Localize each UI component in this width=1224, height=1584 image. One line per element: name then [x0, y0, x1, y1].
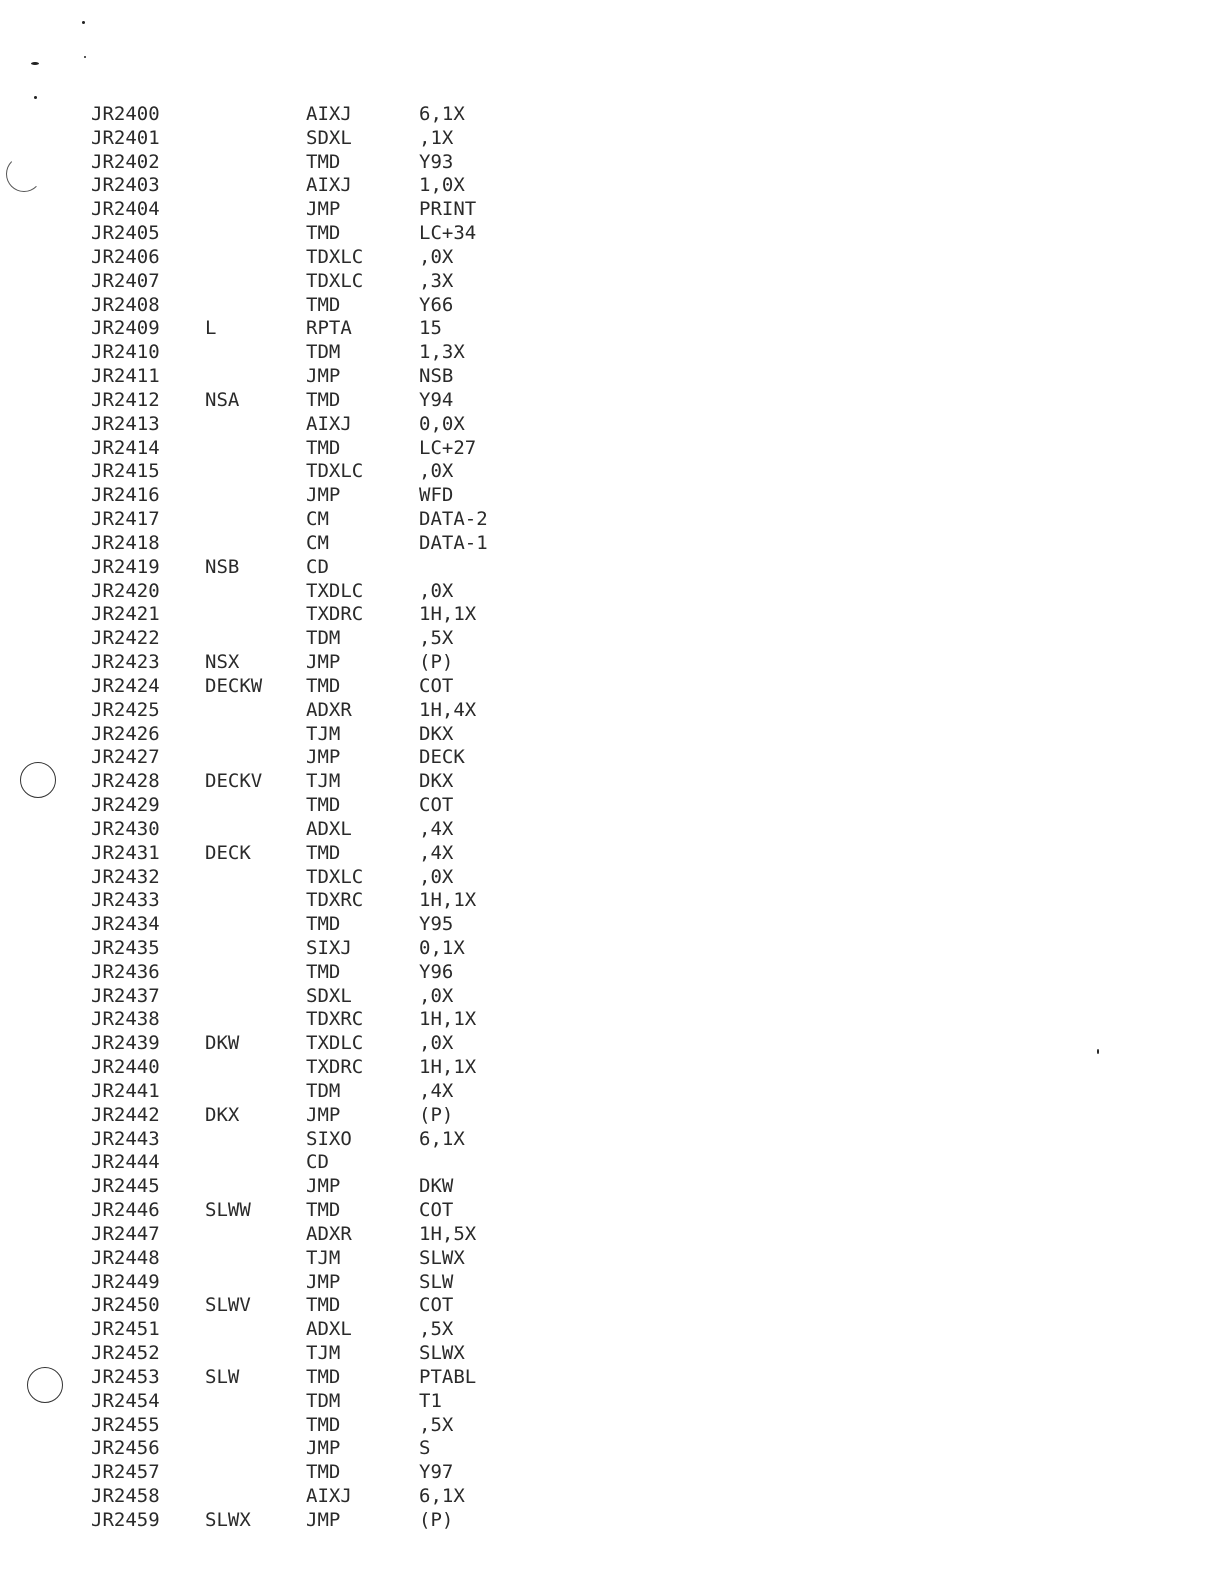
line-id: JR2439 — [91, 1032, 160, 1055]
line-operand: SLWX — [419, 1246, 465, 1269]
scan-speck — [34, 96, 37, 99]
line-id: JR2438 — [91, 1008, 160, 1031]
line-operand: SLWX — [419, 1342, 465, 1365]
line-opcode: TJM — [306, 1342, 341, 1365]
line-opcode: TJM — [306, 770, 341, 793]
line-opcode: SDXL — [306, 126, 352, 149]
line-label: SLWW — [205, 1199, 251, 1222]
line-operand: COT — [419, 1199, 454, 1222]
line-id: JR2458 — [91, 1485, 160, 1508]
line-id: JR2409 — [91, 317, 160, 340]
scan-speck — [31, 62, 39, 65]
line-opcode: ADXR — [306, 698, 352, 721]
line-opcode: SIXO — [306, 1127, 352, 1150]
line-id: JR2457 — [91, 1461, 160, 1484]
line-id: JR2433 — [91, 889, 160, 912]
line-opcode: JMP — [306, 365, 341, 388]
line-opcode: JMP — [306, 1175, 341, 1198]
line-opcode: TXDLC — [306, 579, 364, 602]
line-opcode: CD — [306, 1151, 329, 1174]
line-label: DKW — [205, 1032, 240, 1055]
line-label: SLWV — [205, 1294, 251, 1317]
line-id: JR2423 — [91, 651, 160, 674]
line-operand: 1,0X — [419, 174, 465, 197]
line-operand: LC+27 — [419, 436, 477, 459]
line-operand: PTABL — [419, 1365, 477, 1388]
line-opcode: CD — [306, 555, 329, 578]
line-id: JR2427 — [91, 746, 160, 769]
punch-hole-top — [6, 156, 42, 192]
line-id: JR2412 — [91, 388, 160, 411]
line-operand: 1,3X — [419, 341, 465, 364]
line-id: JR2444 — [91, 1151, 160, 1174]
line-id: JR2448 — [91, 1246, 160, 1269]
line-id: JR2413 — [91, 412, 160, 435]
line-operand: ,1X — [419, 126, 454, 149]
line-label: DECKV — [205, 770, 263, 793]
line-operand: ,0X — [419, 245, 454, 268]
line-operand: ,4X — [419, 817, 454, 840]
line-id: JR2403 — [91, 174, 160, 197]
line-id: JR2416 — [91, 484, 160, 507]
line-label: L — [205, 317, 217, 340]
line-opcode: ADXR — [306, 1222, 352, 1245]
line-opcode: AIXJ — [306, 412, 352, 435]
line-operand: ,0X — [419, 1032, 454, 1055]
line-opcode: TXDRC — [306, 603, 364, 626]
line-label: NSX — [205, 651, 240, 674]
line-id: JR2404 — [91, 198, 160, 221]
line-id: JR2411 — [91, 365, 160, 388]
line-id: JR2442 — [91, 1103, 160, 1126]
line-id: JR2445 — [91, 1175, 160, 1198]
line-opcode: TDXLC — [306, 865, 364, 888]
line-id: JR2446 — [91, 1199, 160, 1222]
line-operand: ,0X — [419, 984, 454, 1007]
line-opcode: TXDRC — [306, 1056, 364, 1079]
line-id: JR2435 — [91, 936, 160, 959]
line-operand: 1H,5X — [419, 1222, 477, 1245]
line-opcode: TMD — [306, 1413, 341, 1436]
line-opcode: TMD — [306, 388, 341, 411]
line-id: JR2401 — [91, 126, 160, 149]
line-opcode: TMD — [306, 436, 341, 459]
line-id: JR2422 — [91, 627, 160, 650]
line-operand: COT — [419, 674, 454, 697]
line-opcode: JMP — [306, 1270, 341, 1293]
line-opcode: TMD — [306, 222, 341, 245]
line-opcode: TMD — [306, 293, 341, 316]
scan-speck — [82, 21, 85, 24]
line-id: JR2430 — [91, 817, 160, 840]
line-id: JR2424 — [91, 674, 160, 697]
line-opcode: AIXJ — [306, 1485, 352, 1508]
line-operand: ,5X — [419, 1318, 454, 1341]
line-operand: 6,1X — [419, 1127, 465, 1150]
line-id: JR2452 — [91, 1342, 160, 1365]
line-opcode: TDXRC — [306, 889, 364, 912]
line-opcode: TDXLC — [306, 245, 364, 268]
line-operand: COT — [419, 1294, 454, 1317]
line-id: JR2455 — [91, 1413, 160, 1436]
line-operand: ,4X — [419, 841, 454, 864]
line-opcode: SIXJ — [306, 936, 352, 959]
line-label: DKX — [205, 1103, 240, 1126]
line-id: JR2417 — [91, 508, 160, 531]
line-opcode: TJM — [306, 1246, 341, 1269]
line-opcode: TMD — [306, 913, 341, 936]
line-opcode: TDXRC — [306, 1008, 364, 1031]
line-opcode: JMP — [306, 198, 341, 221]
line-operand: Y66 — [419, 293, 454, 316]
line-operand: NSB — [419, 365, 454, 388]
line-operand: Y95 — [419, 913, 454, 936]
line-operand: 1H,4X — [419, 698, 477, 721]
punch-hole-middle — [20, 762, 56, 798]
line-operand: 1H,1X — [419, 603, 477, 626]
line-id: JR2447 — [91, 1222, 160, 1245]
scan-speck — [1097, 1049, 1099, 1054]
line-opcode: TXDLC — [306, 1032, 364, 1055]
line-id: JR2418 — [91, 531, 160, 554]
line-opcode: CM — [306, 531, 329, 554]
line-operand: COT — [419, 794, 454, 817]
line-operand: ,4X — [419, 1079, 454, 1102]
line-operand: ,5X — [419, 1413, 454, 1436]
line-id: JR2400 — [91, 103, 160, 125]
line-id: JR2406 — [91, 245, 160, 268]
line-label: DECK — [205, 841, 251, 864]
line-operand: DKW — [419, 1175, 454, 1198]
line-operand: T1 — [419, 1389, 442, 1412]
line-opcode: TJM — [306, 722, 341, 745]
line-label: NSB — [205, 555, 240, 578]
line-id: JR2436 — [91, 960, 160, 983]
line-operand: (P) — [419, 1508, 454, 1531]
line-opcode: JMP — [306, 651, 341, 674]
line-label: SLW — [205, 1365, 240, 1388]
line-id: JR2449 — [91, 1270, 160, 1293]
line-id: JR2405 — [91, 222, 160, 245]
line-opcode: AIXJ — [306, 174, 352, 197]
line-opcode: TDXLC — [306, 269, 364, 292]
line-opcode: JMP — [306, 746, 341, 769]
line-operand: S — [419, 1437, 431, 1460]
line-operand: (P) — [419, 1103, 454, 1126]
line-opcode: TDXLC — [306, 460, 364, 483]
line-opcode: CM — [306, 508, 329, 531]
line-id: JR2429 — [91, 794, 160, 817]
line-id: JR2402 — [91, 150, 160, 173]
line-id: JR2420 — [91, 579, 160, 602]
line-operand: 0,1X — [419, 936, 465, 959]
line-opcode: JMP — [306, 1103, 341, 1126]
line-opcode: ADXL — [306, 1318, 352, 1341]
line-id: JR2426 — [91, 722, 160, 745]
line-opcode: RPTA — [306, 317, 352, 340]
line-id: JR2425 — [91, 698, 160, 721]
line-opcode: JMP — [306, 1508, 341, 1531]
line-operand: (P) — [419, 651, 454, 674]
line-id: JR2431 — [91, 841, 160, 864]
line-operand: 6,1X — [419, 103, 465, 125]
line-operand: DECK — [419, 746, 465, 769]
line-id: JR2410 — [91, 341, 160, 364]
line-id: JR2414 — [91, 436, 160, 459]
line-opcode: ADXL — [306, 817, 352, 840]
line-id: JR2407 — [91, 269, 160, 292]
line-operand: Y96 — [419, 960, 454, 983]
line-id: JR2459 — [91, 1508, 160, 1531]
line-operand: DATA-2 — [419, 508, 488, 531]
line-id: JR2441 — [91, 1079, 160, 1102]
line-opcode: TMD — [306, 794, 341, 817]
line-operand: ,0X — [419, 579, 454, 602]
line-operand: Y97 — [419, 1461, 454, 1484]
line-operand: LC+34 — [419, 222, 477, 245]
line-id: JR2432 — [91, 865, 160, 888]
line-opcode: TMD — [306, 674, 341, 697]
line-id: JR2415 — [91, 460, 160, 483]
line-opcode: TDM — [306, 1389, 341, 1412]
line-operand: Y94 — [419, 388, 454, 411]
line-operand: 1H,1X — [419, 1056, 477, 1079]
line-operand: SLW — [419, 1270, 454, 1293]
line-id: JR2421 — [91, 603, 160, 626]
line-id: JR2453 — [91, 1365, 160, 1388]
line-label: DECKW — [205, 674, 263, 697]
line-id: JR2454 — [91, 1389, 160, 1412]
line-operand: 6,1X — [419, 1485, 465, 1508]
line-operand: DKX — [419, 722, 454, 745]
line-operand: ,5X — [419, 627, 454, 650]
line-label: SLWX — [205, 1508, 251, 1531]
line-operand: DATA-1 — [419, 531, 488, 554]
line-opcode: TDM — [306, 1079, 341, 1102]
line-operand: ,3X — [419, 269, 454, 292]
line-opcode: AIXJ — [306, 103, 352, 125]
line-operand: DKX — [419, 770, 454, 793]
line-id: JR2437 — [91, 984, 160, 1007]
line-opcode: TMD — [306, 841, 341, 864]
punch-hole-bottom — [27, 1367, 63, 1403]
line-operand: PRINT — [419, 198, 477, 221]
line-opcode: TMD — [306, 1461, 341, 1484]
line-opcode: TDM — [306, 341, 341, 364]
line-id: JR2456 — [91, 1437, 160, 1460]
line-opcode: JMP — [306, 1437, 341, 1460]
line-operand: 1H,1X — [419, 889, 477, 912]
line-id: JR2451 — [91, 1318, 160, 1341]
line-id: JR2434 — [91, 913, 160, 936]
line-opcode: TDM — [306, 627, 341, 650]
scan-speck — [84, 56, 86, 58]
line-id: JR2408 — [91, 293, 160, 316]
line-operand: ,0X — [419, 865, 454, 888]
line-label: NSA — [205, 388, 240, 411]
line-id: JR2450 — [91, 1294, 160, 1317]
line-id: JR2419 — [91, 555, 160, 578]
line-operand: 1H,1X — [419, 1008, 477, 1031]
line-id: JR2443 — [91, 1127, 160, 1150]
line-operand: WFD — [419, 484, 454, 507]
line-operand: 0,0X — [419, 412, 465, 435]
line-opcode: JMP — [306, 484, 341, 507]
line-operand: ,0X — [419, 460, 454, 483]
line-opcode: TMD — [306, 1365, 341, 1388]
line-operand: Y93 — [419, 150, 454, 173]
line-operand: 15 — [419, 317, 442, 340]
line-id: JR2440 — [91, 1056, 160, 1079]
line-opcode: TMD — [306, 1294, 341, 1317]
line-opcode: SDXL — [306, 984, 352, 1007]
line-id: JR2428 — [91, 770, 160, 793]
line-opcode: TMD — [306, 1199, 341, 1222]
line-opcode: TMD — [306, 960, 341, 983]
line-opcode: TMD — [306, 150, 341, 173]
